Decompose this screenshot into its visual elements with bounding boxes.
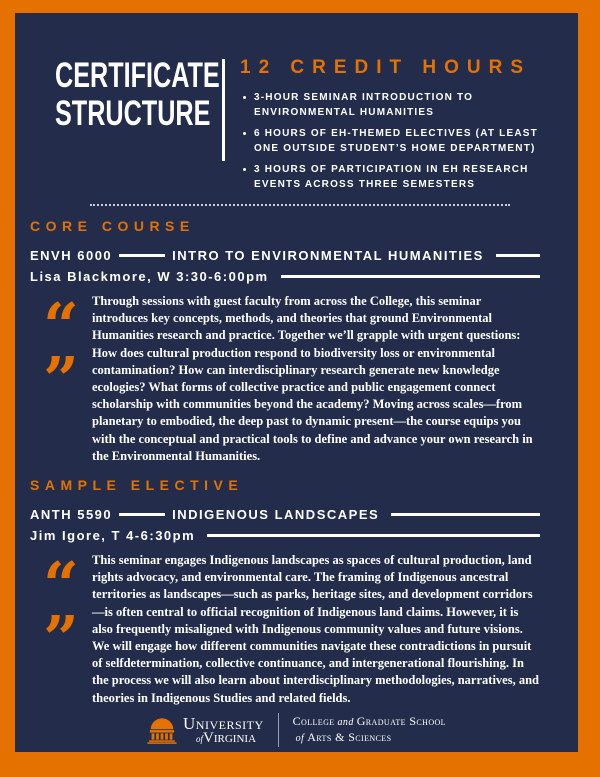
credit-bullet-text: 6 HOURS OF EH-THEMED ELECTIVES (AT LEAST ONE OUTSIDE STUDENT’S HOME DEPARTMENT) <box>254 128 538 154</box>
bullet-dot-icon <box>243 168 246 171</box>
university-name-line2 <box>183 731 264 746</box>
credit-bullet-list <box>240 90 540 192</box>
rule-line <box>496 254 540 257</box>
school-name <box>293 714 446 746</box>
instructor-schedule: Lisa Blackmore, W 3:30-6:00pm <box>30 269 269 284</box>
poster-title <box>55 57 222 133</box>
header <box>30 57 540 198</box>
course-code: ANTH 5590 <box>30 507 113 523</box>
course-title-row <box>30 246 540 265</box>
university-of: of <box>196 733 204 744</box>
rule-line <box>281 275 540 278</box>
school-name-line2: of Arts & Sciences <box>295 730 392 744</box>
elective-description-block <box>30 548 540 707</box>
credit-hours-block <box>240 57 540 198</box>
course-description: Through sessions with guest faculty from across the College, this seminar introduces key concepts, methods, and theories that ground Environmental Humanities research and practice. Together we’ll grapple with urgent questions: How does cultural production respond to biodiversity loss or environmental contamination? How can interdisciplinary research generate new knowledge ecologies? What forms of collective practice and public engagement connect scholarship with communities beyond the academy? Moving across scales—from planetary to embodied, the deep past to dynamic present—the course equips you with the conceptual and practical tools to define and advance your own research in the Environmental Humanities. <box>92 294 533 463</box>
credit-bullet-text: 3-HOUR SEMINAR INTRODUCTION TO ENVIRONMENTAL HUMANITIES <box>254 92 474 118</box>
credit-bullet <box>240 162 540 192</box>
rule-line <box>119 254 165 257</box>
certificate-title-block <box>55 57 222 198</box>
section-heading-core-course: CORE COURSE <box>30 218 195 234</box>
university-virginia: Virginia <box>203 729 257 746</box>
course-code: ENVH 6000 <box>30 248 113 263</box>
elective-course-header <box>30 505 540 545</box>
poster-body <box>15 13 578 752</box>
quote-icon <box>30 548 92 707</box>
rule-line <box>207 534 540 537</box>
poster-title-line1: CERTIFICATE <box>55 56 220 95</box>
course-title-row <box>30 505 540 524</box>
credit-bullet <box>240 90 540 120</box>
university-name-line1: University <box>183 713 264 733</box>
university-wordmark <box>183 715 264 746</box>
quote-close-icon: ” <box>43 343 79 416</box>
footer-divider <box>278 713 279 747</box>
instructor-row <box>30 526 540 545</box>
vertical-divider <box>222 59 225 161</box>
credit-hours-heading: 12 CREDIT HOURS <box>240 57 532 78</box>
instructor-schedule: Jim Igore, T 4-6:30pm <box>30 528 196 544</box>
university-logo <box>147 715 264 746</box>
quote-close-icon: ” <box>43 602 79 676</box>
rotunda-icon <box>147 717 177 744</box>
quote-open-icon: “ <box>43 548 79 622</box>
quote-icon <box>30 289 92 465</box>
course-title: INTRO TO ENVIRONMENTAL HUMANITIES <box>172 248 484 263</box>
credit-bullet <box>240 126 540 156</box>
course-title: INDIGENOUS LANDSCAPES <box>172 507 380 523</box>
rule-line <box>391 513 540 516</box>
section-heading-sample-elective: SAMPLE ELECTIVE <box>30 477 244 494</box>
bullet-dot-icon <box>243 96 246 99</box>
dotted-divider <box>90 204 510 206</box>
poster-title-line2: STRUCTURE <box>55 94 211 133</box>
rule-line <box>119 513 165 516</box>
bullet-dot-icon <box>243 132 246 135</box>
core-course-header <box>30 246 540 286</box>
instructor-row <box>30 267 540 286</box>
credit-bullet-text: 3 HOURS OF PARTICIPATION IN EH RESEARCH EVENTS ACROSS THREE SEMESTERS <box>254 164 529 190</box>
quote-open-icon: “ <box>43 289 79 362</box>
footer <box>15 713 578 747</box>
core-course-description-block <box>30 289 540 465</box>
course-description: This seminar engages Indigenous landscapes as spaces of cultural production, land rights advocacy, and environmental care. The framing of Indigenous ancestral territories as landscapes—such as parks, heritage sites, and development corridors—is often central to official recognition of Indigenous land claims. However, it is also frequently misaligned with Indigenous community values and future visions. We will engage how different communities navigate these contradictions in pursuit of selfdetermination, collective continuance, and intergenerational flourishing. In the process we will also learn about interdisciplinary methodologies, narratives, and theories in Indigenous Studies and related fields. <box>92 553 539 705</box>
school-name-line1: College and Graduate School <box>292 714 446 728</box>
